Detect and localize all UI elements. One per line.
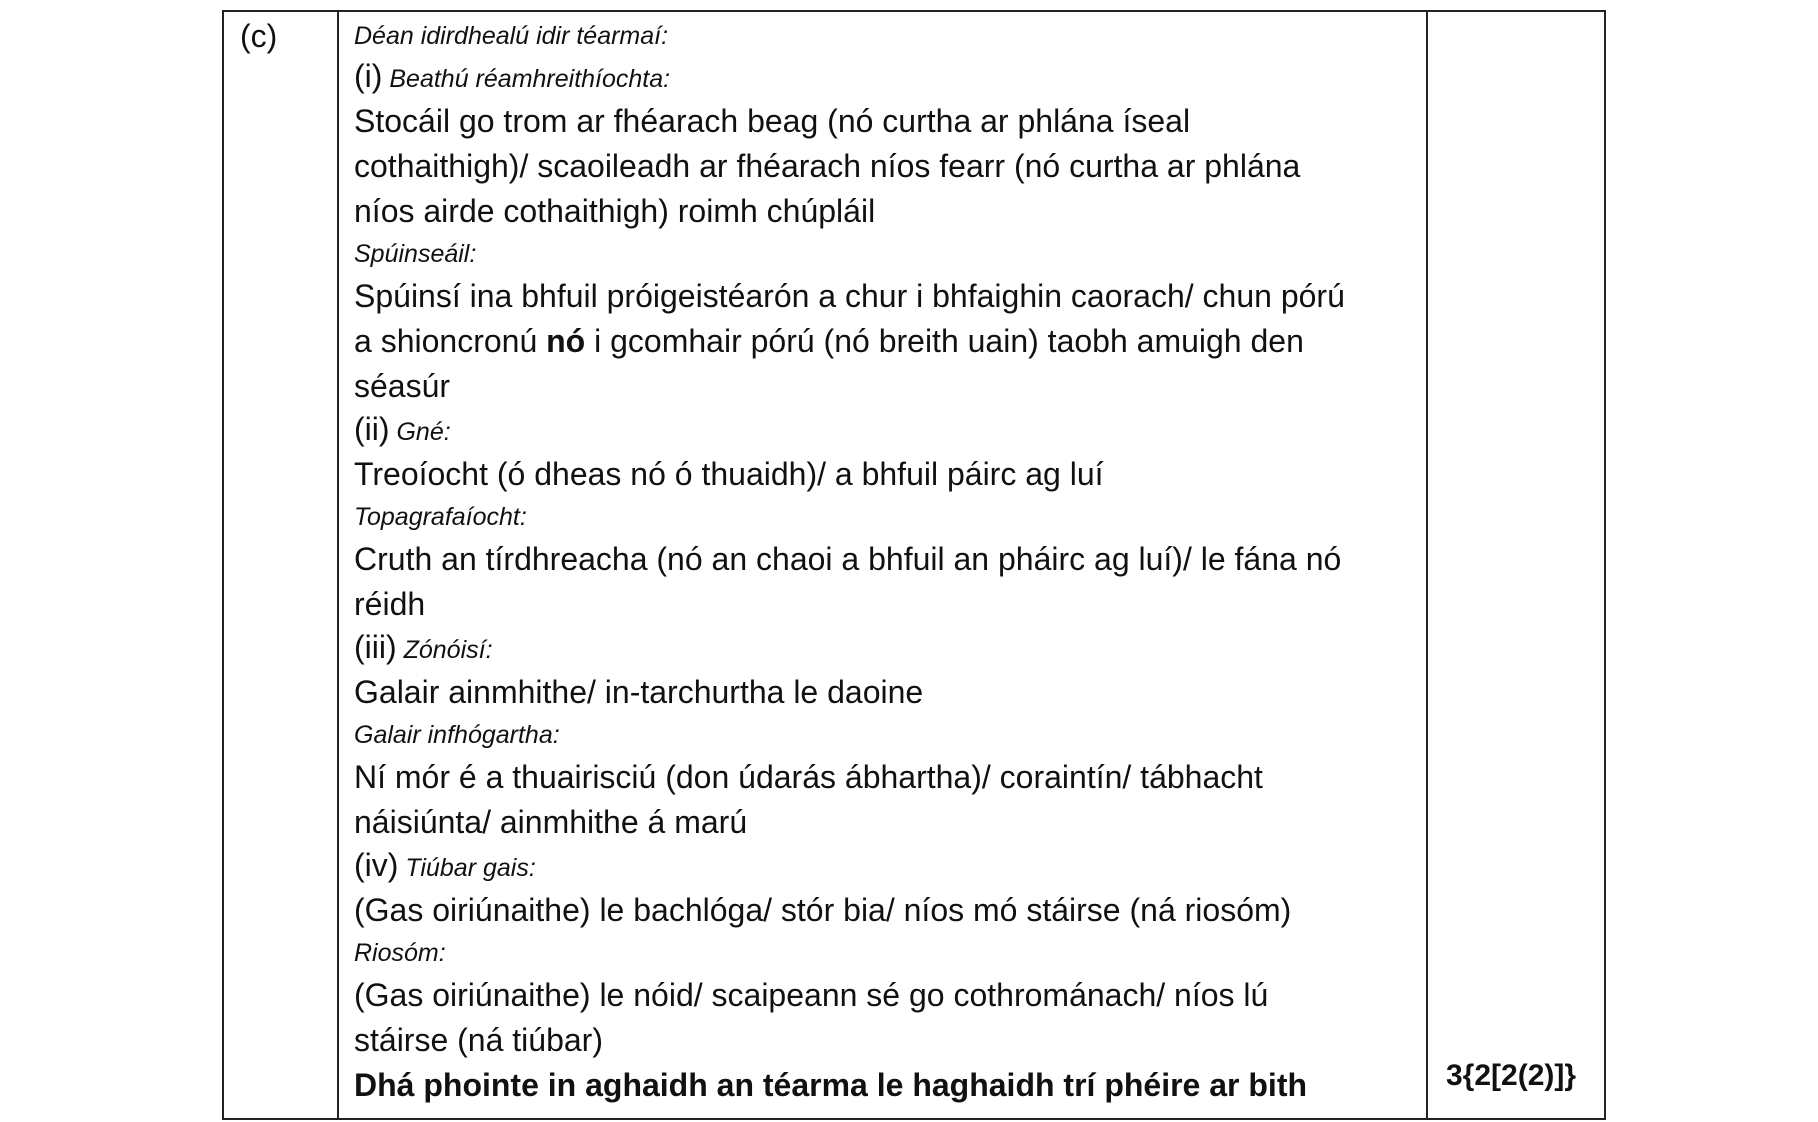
part-iv-heading bbox=[354, 845, 1426, 888]
part-ii-answer-b-line: Cruth an tírdhreacha (nó an chaoi a bhfuil an pháirc ag luí)/ le fána nó bbox=[354, 541, 1342, 577]
part-iv-term-b: Riosóm: bbox=[354, 939, 446, 967]
part-i-answer-b-line: séasúr bbox=[354, 368, 451, 404]
part-iii-answer-b-line: náisiúnta/ ainmhithe á marú bbox=[354, 804, 748, 840]
part-iii-term-a: Zónóisí: bbox=[403, 636, 493, 664]
marking-scheme-table bbox=[222, 10, 1606, 1120]
part-i-term-b: Spúinseáil: bbox=[354, 240, 477, 268]
question-label: (c) bbox=[240, 18, 278, 54]
answer-content-cell bbox=[339, 12, 1428, 1118]
part-ii-heading bbox=[354, 409, 1426, 452]
part-i-answer-a-line: níos airde cothaithigh) roimh chúpláil bbox=[354, 193, 876, 229]
marks-cell bbox=[1428, 12, 1604, 1118]
part-iii-label: (iii) bbox=[354, 629, 397, 665]
part-ii-term-a: Gné: bbox=[396, 418, 451, 446]
part-iv-term-a: Tiúbar gais: bbox=[405, 854, 536, 882]
question-label-cell bbox=[224, 12, 339, 1118]
part-iii-answer-a-line: Galair ainmhithe/ in-tarchurtha le daoine bbox=[354, 674, 924, 710]
part-i-term-a: Beathú réamhreithíochta: bbox=[389, 65, 671, 93]
part-i-answer-a-line: cothaithigh)/ scaoileadh ar fhéarach níos fearr (nó curtha ar phlána bbox=[354, 148, 1301, 184]
part-ii-answer-a-line: Treoíocht (ó dheas nó ó thuaidh)/ a bhfuil páirc ag luí bbox=[354, 456, 1104, 492]
part-i-answer-b-line: Spúinsí ina bhfuil próigeistéarón a chur i bhfaighin caorach/ chun pórú bbox=[354, 278, 1345, 314]
part-ii-label: (ii) bbox=[354, 411, 390, 447]
part-ii-answer-b-line: réidh bbox=[354, 586, 426, 622]
part-iv-answer-b-line: stáirse (ná tiúbar) bbox=[354, 1022, 603, 1058]
part-iv-label: (iv) bbox=[354, 847, 399, 883]
part-iii-answer-b-line: Ní mór é a thuairisciú (don údarás ábhartha)/ coraintín/ tábhacht bbox=[354, 759, 1263, 795]
answer-text: i gcomhair pórú (nó breith uain) taobh amuigh den bbox=[585, 323, 1304, 359]
part-iii-heading bbox=[354, 627, 1426, 670]
part-i-heading bbox=[354, 56, 1426, 99]
instruction-text: Déan idirdhealú idir téarmaí: bbox=[354, 22, 669, 50]
emphasis-text: nó bbox=[546, 323, 586, 359]
marks-value: 3{2[2(2)]} bbox=[1446, 1059, 1577, 1092]
part-i-answer-a-line: Stocáil go trom ar fhéarach beag (nó curtha ar phlána íseal bbox=[354, 103, 1191, 139]
part-ii-term-b: Topagrafaíocht: bbox=[354, 503, 527, 531]
part-iii-term-b: Galair infhógartha: bbox=[354, 721, 560, 749]
part-i-label: (i) bbox=[354, 58, 383, 94]
part-iv-answer-a-line: (Gas oiriúnaithe) le bachlóga/ stór bia/ níos mó stáirse (ná riosóm) bbox=[354, 892, 1292, 928]
marking-note: Dhá phointe in aghaidh an téarma le haghaidh trí phéire ar bith bbox=[354, 1067, 1308, 1103]
part-i-answer-b-line bbox=[354, 319, 1426, 364]
answer-text: a shioncronú bbox=[354, 323, 547, 359]
part-iv-answer-b-line: (Gas oiriúnaithe) le nóid/ scaipeann sé go cothrománach/ níos lú bbox=[354, 977, 1269, 1013]
